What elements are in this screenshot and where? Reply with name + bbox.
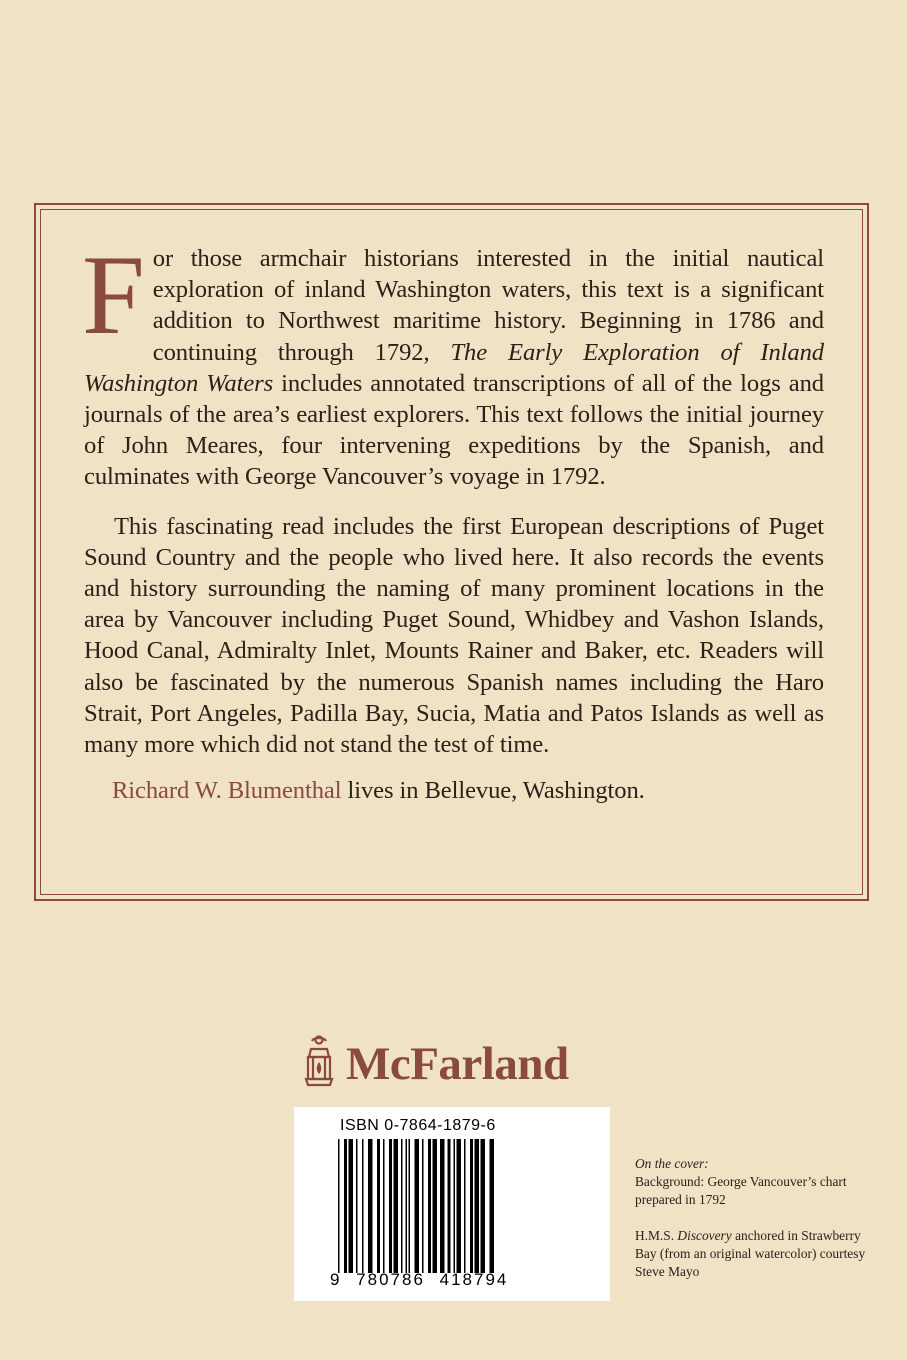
cover-caption-ship-suffix: anchored in Strawberry Bay (from an original watercolor) courtesy Steve Mayo [635, 1228, 866, 1279]
author-name: Richard W. Blumenthal [112, 777, 342, 805]
cover-caption-ship-prefix: H.M.S. [635, 1228, 678, 1243]
cover-caption-heading-text: On the cover: [635, 1156, 709, 1171]
cover-caption [635, 1155, 875, 1281]
drop-cap: F [82, 233, 145, 358]
cover-caption-ship [635, 1227, 875, 1281]
blurb-paragraph-1-text: or those armchair historians interested in the initial nautical exploration of inland Washington waters, this text is a significant addition to Northwest maritime history. Beginning in 1786 and continuing through 1792, [152, 245, 824, 366]
blurb-paragraph-2: This fascinating read includes the first European descriptions of Puget Sound Country and the people who lived here. It also records the events and history surrounding the naming of many prominent locations in the area by Vancouver including Puget Sound, Whidbey and Vashon Islands, Hood Canal, Admiralty Inlet, Mounts Rainer and Baker, etc. Readers will also be fascinated by the numerous Spanish names including the Haro Strait, Port Angeles, Padilla Bay, Sucia, Matia and Patos Islands as well as many more which did not stand the test of time. [84, 512, 824, 759]
lantern-icon [300, 1035, 338, 1089]
ean-number: 9 780786 418794 [330, 1270, 509, 1289]
isbn-number: ISBN 0-7864-1879-6 [340, 1117, 496, 1134]
ship-name: Discovery [677, 1228, 732, 1243]
barcode-label [294, 1107, 610, 1301]
cover-caption-background: Background: George Vancouver’s chart prepared in 1792 [635, 1174, 847, 1207]
publisher-logo [300, 1033, 620, 1093]
blurb-paragraph-1 [82, 233, 824, 493]
barcode-bars [336, 1139, 574, 1273]
cover-caption-heading [635, 1155, 875, 1173]
blurb-paragraph-1-end: includes annotated transcriptions of all of the logs and journals of the area’s earliest explorers. This text follows the initial journey of John Meares, four intervening expeditions by the Spanish, and culminates with George Vancouver’s voyage in 1792. [84, 369, 824, 491]
author-location: lives in Bellevue, Washington. [341, 777, 645, 805]
book-blurb [82, 233, 824, 806]
publisher-name: McFarland [346, 1038, 569, 1090]
book-title: The Early Exploration of Inland Washington Waters [84, 338, 824, 397]
author-line [84, 775, 824, 806]
